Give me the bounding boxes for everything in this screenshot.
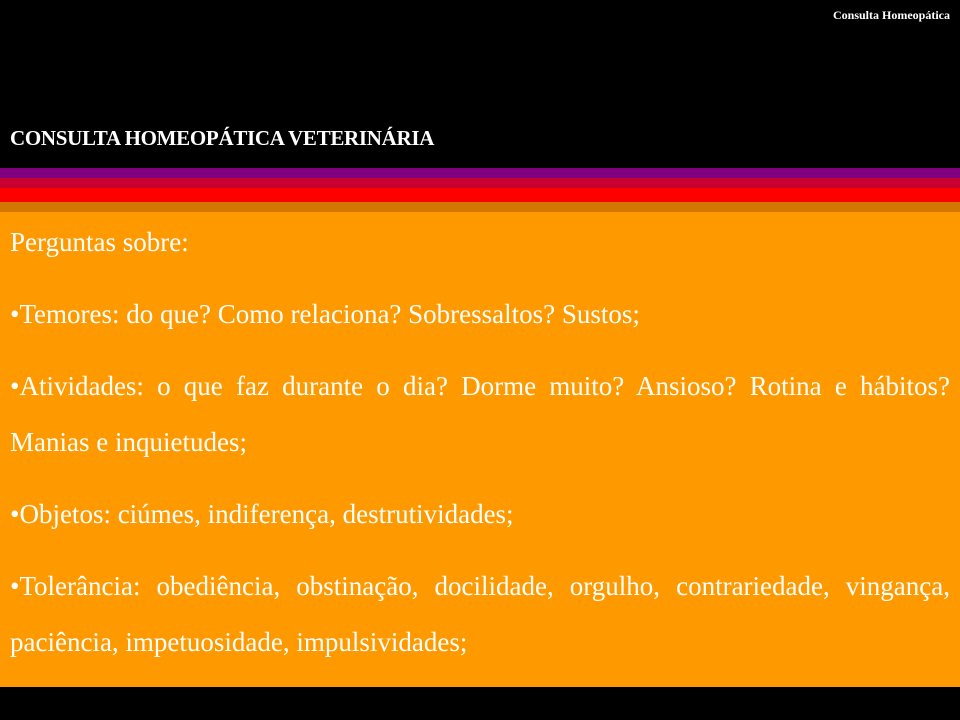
bullet-temores: •Temores: do que? Como relaciona? Sobressaltos? Sustos; [10, 299, 640, 329]
intro-text: Perguntas sobre: [10, 227, 189, 257]
bullet-atividades: •Atividades: o que faz durante o dia? Dorme muito? Ansioso? Rotina e hábitos? Manias e inquietudes; [10, 371, 950, 457]
decorative-stripe-crimson [0, 178, 960, 188]
bullet-objetos: •Objetos: ciúmes, indiferença, destrutividades; [10, 499, 514, 529]
decorative-stripe-red [0, 188, 960, 202]
header-label: Consulta Homeopática [833, 8, 950, 22]
content-panel [0, 212, 960, 687]
decorative-stripe-dark-orange [0, 202, 960, 212]
content-text [10, 214, 950, 670]
decorative-stripe-purple [0, 168, 960, 178]
bullet-tolerancia: •Tolerância: obediência, obstinação, docilidade, orgulho, contrariedade, vingança, paciência, impetuosidade, impulsividades; [10, 571, 950, 657]
slide-title: CONSULTA HOMEOPÁTICA VETERINÁRIA [10, 126, 435, 150]
